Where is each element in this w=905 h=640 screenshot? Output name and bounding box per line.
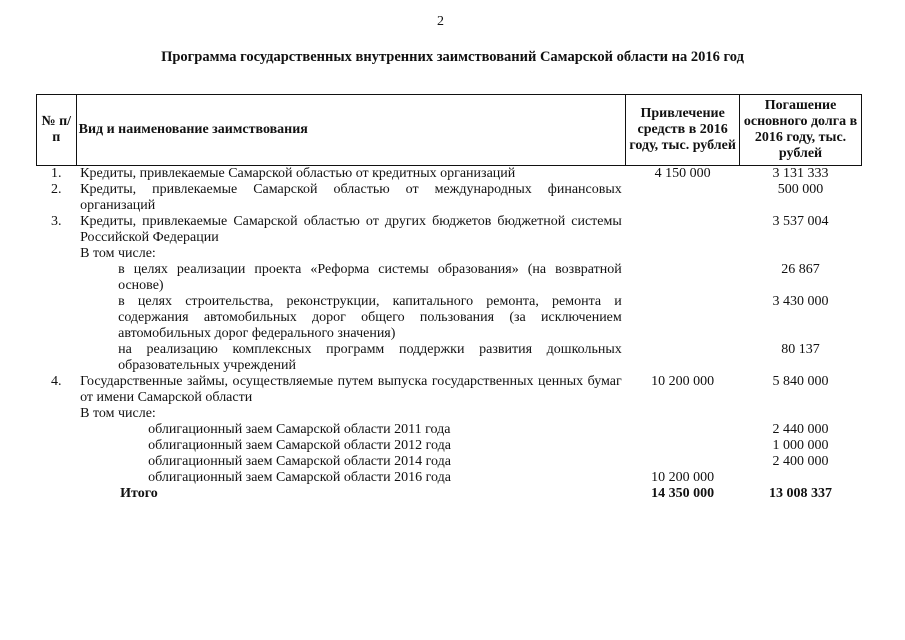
row-repayment: 500 000: [777, 182, 824, 197]
row-number: [37, 454, 77, 470]
row-repayment: [740, 406, 862, 422]
row-number: [37, 342, 77, 374]
total-attraction: 14 350 000: [651, 486, 715, 501]
row-attraction: 10 200 000: [651, 374, 715, 389]
row-attraction: [626, 438, 740, 454]
row-repayment: 80 137: [781, 342, 820, 357]
row-number: 4.: [51, 374, 62, 389]
row-attraction: [626, 454, 740, 470]
header-repayment: Погашение основного долга в 2016 году, тыс. рублей: [740, 95, 862, 166]
borrowing-program-table: [36, 94, 862, 502]
row-repayment: 2 440 000: [772, 422, 829, 437]
row-attraction: [626, 246, 740, 262]
header-number: № п/п: [37, 95, 77, 166]
row-number: [37, 438, 77, 454]
row-name: В том числе:: [80, 246, 156, 261]
table-row: [37, 294, 862, 342]
table-row: [37, 374, 862, 406]
row-attraction: 4 150 000: [654, 166, 711, 181]
row-repayment: 1 000 000: [772, 438, 829, 453]
table-row: [37, 246, 862, 262]
row-name: Кредиты, привлекаемые Самарской областью от других бюджетов бюджетной системы Российской Федерации: [80, 214, 622, 245]
total-repayment: 13 008 337: [769, 486, 833, 501]
row-name: В том числе:: [80, 406, 156, 421]
table-row: [37, 182, 862, 214]
header-row: [37, 95, 862, 166]
row-number: 1.: [51, 166, 62, 181]
document-title: Программа государственных внутренних заимствований Самарской области на 2016 год: [161, 49, 744, 65]
row-name: Государственные займы, осуществляемые путем выпуска государственных ценных бумаг от имени Самарской области: [80, 374, 622, 405]
total-number: [37, 486, 77, 502]
row-name: облигационный заем Самарской области 2012 года: [148, 438, 451, 453]
row-number: [37, 422, 77, 438]
row-name: на реализацию комплексных программ поддержки развития дошкольных образовательных учреждений: [118, 342, 622, 373]
row-name: Кредиты, привлекаемые Самарской областью от международных финансовых организаций: [80, 182, 622, 213]
table-row: [37, 166, 862, 183]
row-number: [37, 262, 77, 294]
row-name: облигационный заем Самарской области 2011 года: [148, 422, 451, 437]
table-row: [37, 422, 862, 438]
row-attraction: 10 200 000: [651, 470, 715, 485]
table-header: [37, 95, 862, 166]
row-name: облигационный заем Самарской области 2016 года: [148, 470, 451, 485]
table-body: [37, 166, 862, 503]
row-attraction: [626, 182, 740, 214]
row-attraction: [626, 294, 740, 342]
row-number: [37, 406, 77, 422]
table-row: [37, 342, 862, 374]
row-repayment: 3 430 000: [772, 294, 829, 309]
table-row: [37, 214, 862, 246]
row-attraction: [626, 422, 740, 438]
row-number: [37, 294, 77, 342]
row-number: 2.: [51, 182, 62, 197]
row-attraction: [626, 262, 740, 294]
row-name: в целях реализации проекта «Реформа системы образования» (на возвратной основе): [118, 262, 622, 293]
header-name: Вид и наименование заимствования: [76, 95, 626, 166]
total-row: [37, 486, 862, 502]
page-number: 2: [437, 14, 444, 29]
row-name: облигационный заем Самарской области 2014 года: [148, 454, 451, 469]
row-attraction: [626, 406, 740, 422]
row-number: 3.: [51, 214, 62, 229]
row-repayment: 5 840 000: [772, 374, 829, 389]
row-repayment: 2 400 000: [772, 454, 829, 469]
row-repayment: 26 867: [781, 262, 820, 277]
row-repayment: 3 131 333: [772, 166, 829, 181]
row-repayment: [740, 246, 862, 262]
table-row: [37, 438, 862, 454]
table-row: [37, 454, 862, 470]
row-repayment: 3 537 004: [772, 214, 829, 229]
header-attraction: Привлечение средств в 2016 году, тыс. рублей: [626, 95, 740, 166]
row-attraction: [626, 214, 740, 246]
row-name: Кредиты, привлекаемые Самарской областью от кредитных организаций: [80, 166, 516, 181]
table-row: [37, 470, 862, 486]
row-number: [37, 246, 77, 262]
row-name: в целях строительства, реконструкции, капитального ремонта, ремонта и содержания автомобильных дорог общего пользования (за исключением автомобильных дорог федерального значения): [118, 294, 622, 341]
row-number: [37, 470, 77, 486]
row-attraction: [626, 342, 740, 374]
table-row: [37, 262, 862, 294]
total-label: Итого: [120, 486, 158, 501]
row-repayment: [740, 470, 862, 486]
table-row: [37, 406, 862, 422]
